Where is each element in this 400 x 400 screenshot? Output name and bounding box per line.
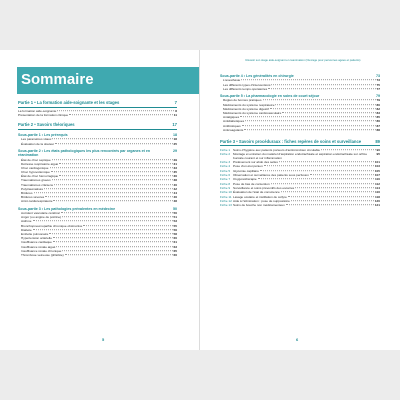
entry-page: 31 <box>173 161 177 166</box>
entry-page: 75 <box>376 82 380 87</box>
sheet-label: Fiche 13 <box>220 203 232 208</box>
entry-page: 88 <box>376 127 380 132</box>
toc-subpart-1: Sous-partie 1 • Les prérequis 18 <box>18 132 177 137</box>
sheet-page: 120 <box>374 198 380 203</box>
toc-entry: La formation aide-soignante 8 <box>18 108 177 113</box>
entry-page: 40 <box>173 182 177 187</box>
left-page <box>0 50 200 350</box>
entry-page: 63 <box>173 244 177 249</box>
dot-leader <box>282 112 375 113</box>
dot-leader <box>45 196 172 197</box>
sheet-title: Pose d'un étui pénien <box>233 164 263 169</box>
dot-leader <box>286 204 374 205</box>
entry-label: Traumatismes crâniens <box>21 182 54 187</box>
sheet-page: 116 <box>375 190 380 195</box>
entry-label: Thrombose veineuse (phlébite) <box>21 252 64 257</box>
entry-label: Règles de bonnes pratiques <box>223 98 262 103</box>
sheet-title: Soins d'hygiène aux patients porteurs d'antimicrobien circulable <box>233 147 320 152</box>
sheet-title: Oxygénothérapie <box>233 177 257 182</box>
dot-leader <box>288 196 374 197</box>
toc-list <box>18 158 177 204</box>
sheet-entry <box>220 152 380 160</box>
sheet-page: 90 <box>376 147 380 152</box>
entry-page: 51 <box>173 215 177 220</box>
toc-list <box>18 211 177 257</box>
entry-label: Antidiabétiques <box>223 119 245 124</box>
dot-leader <box>59 175 172 176</box>
toc-subpart-4: Sous-partie 4 • Les généralités en chirurgie 73 <box>220 74 380 78</box>
page-number: 5 <box>102 337 105 342</box>
entry-label: Antibiotiques <box>223 123 241 128</box>
toc-entry <box>220 87 380 91</box>
entry-page: 33 <box>173 165 177 170</box>
dot-leader <box>291 200 374 201</box>
toc-part-1: Partie 1 • La formation aide-soignante et les stages 7 <box>18 100 177 105</box>
sheet-title: Prélèvement sur abdo des selles <box>233 160 278 165</box>
sheet-label: Fiche 7 <box>220 177 231 182</box>
dot-leader <box>53 201 172 202</box>
dot-leader <box>53 237 173 238</box>
page-number: 6 <box>296 337 299 342</box>
entry-page: 86 <box>376 119 380 124</box>
dot-leader <box>244 129 375 130</box>
entry-label: Angor (ou angine de poitrine) <box>21 215 62 220</box>
entry-page: 65 <box>173 248 177 253</box>
entry-label: Bronchopneumopathie chronique obstructive <box>21 223 83 228</box>
entry-label: Insuffisance rénale aiguë <box>21 244 56 249</box>
sheet-title: Montage et entretien du matériel d'aspiration endotrachéale et aspiration endotrachéale sur orifice buccale courant et sur inflammation <box>233 152 368 161</box>
sheet-title: Aide à l'élimination : pose de suppositoire <box>233 198 290 203</box>
divider <box>18 107 177 108</box>
sheet-page: 110 <box>375 177 380 182</box>
entry-label: Insuffisance cardiaque <box>21 240 52 245</box>
sheet-label: Fiche 1 <box>220 147 231 152</box>
entry-page: 77 <box>376 86 380 91</box>
dot-leader <box>275 104 375 105</box>
toc-right <box>220 74 380 207</box>
dot-leader <box>260 170 374 171</box>
sheet-label: Fiche 8 <box>220 181 231 186</box>
sheet-page: 107 <box>374 173 380 178</box>
sheet-label: Fiche 11 <box>220 194 232 199</box>
toc-left <box>18 100 177 257</box>
entry-label: État de choc hémorragique <box>21 174 59 179</box>
entry-page: 61 <box>173 240 177 245</box>
sheet-title: Glycémie capillaire <box>233 168 259 173</box>
dot-leader <box>240 116 375 117</box>
sheet-label: Fiche 9 <box>220 185 231 190</box>
entry-page: 38 <box>173 178 177 183</box>
sheet-label: Fiche 10 <box>220 190 232 195</box>
dot-leader <box>50 167 173 168</box>
dot-leader <box>263 100 376 101</box>
toc-subpart-2: Sous-partie 2 • Les états pathologiques les plus rencontrés par organes et en réanimation 29 <box>18 148 177 158</box>
dot-leader <box>310 174 374 175</box>
dot-leader <box>268 88 375 89</box>
dot-leader <box>271 84 375 85</box>
entry-page: 50 <box>173 211 177 216</box>
dot-leader <box>241 80 375 81</box>
entry-page: 42 <box>173 186 177 191</box>
entry-page: 60 <box>173 236 177 241</box>
entry-label: L'anesthésie <box>223 78 241 83</box>
entry-page: 83 <box>376 110 380 115</box>
toc-list <box>220 98 380 132</box>
sheet-label: Fiche 12 <box>220 198 232 203</box>
entry-page: 44 <box>173 191 177 196</box>
dot-leader <box>271 183 374 184</box>
dot-leader <box>52 159 173 160</box>
sheet-page: 103 <box>374 164 380 169</box>
toc-entry: Les paramètres vitaux 18 <box>21 137 177 142</box>
dot-leader <box>65 254 173 255</box>
toc-entry <box>18 199 177 203</box>
entry-label: Brûlures sévères <box>21 195 45 200</box>
entry-label: Asthme <box>21 219 32 224</box>
entry-label: Choc hypovolémique <box>21 170 50 175</box>
entry-label: Brûlures <box>21 191 33 196</box>
dot-leader <box>56 246 172 247</box>
toc-entry: Présentation de la formation clinique 11 <box>18 113 177 118</box>
dot-leader <box>270 108 376 109</box>
sheet-entry <box>220 203 380 207</box>
entry-page: 56 <box>173 227 177 232</box>
entry-page: 53 <box>173 219 177 224</box>
sheet-label: Fiche 2 <box>220 152 231 157</box>
entry-page: 85 <box>376 115 380 120</box>
entry-label: Hypertension artérielle <box>21 236 52 241</box>
sheet-label: Fiche 5 <box>220 168 231 173</box>
entry-label: Les différents types d'interventions <box>223 82 271 87</box>
dot-leader <box>54 184 173 185</box>
sheet-page: 112 <box>375 181 380 186</box>
dot-leader <box>52 180 173 181</box>
entry-label: Médicaments du système respiratoire <box>223 102 275 107</box>
dot-leader <box>53 242 173 243</box>
dot-leader <box>245 121 375 122</box>
entry-page: 79 <box>376 98 380 103</box>
entry-page: 35 <box>173 170 177 175</box>
toc-entry <box>220 128 380 132</box>
entry-page: 80 <box>376 102 380 107</box>
entry-label: Médicaments du système digestif <box>223 106 269 111</box>
dot-leader <box>83 225 172 226</box>
right-page <box>200 50 400 350</box>
entry-page: 82 <box>376 106 380 111</box>
sheet-title: Lavage oculaire et instillation de collyre <box>233 194 287 199</box>
entry-page: 55 <box>173 223 177 228</box>
entry-label: Détresse respiratoire aiguë <box>21 161 59 166</box>
dot-leader <box>279 161 374 162</box>
toc-subpart-3: Sous-partie 3 • Les pathologies prévalentes en médecine 50 <box>18 206 177 211</box>
dot-leader <box>44 188 173 189</box>
entry-page: 73 <box>376 78 380 83</box>
page-title: Sommaire <box>21 71 94 88</box>
entry-label: Choc cardiogénique <box>21 165 49 170</box>
entry-label: Traumatismes graves <box>21 178 51 183</box>
dot-leader <box>264 166 374 167</box>
entry-page: 66 <box>173 252 177 257</box>
dot-leader <box>33 221 173 222</box>
entry-label: Anticoagulants <box>223 127 244 132</box>
sheet-label: Fiche 3 <box>220 160 231 165</box>
sheet-title: Observation et surveillance des patients sous perfusion <box>233 173 309 178</box>
dot-leader <box>242 125 376 126</box>
sheet-label: Fiche 4 <box>220 164 231 169</box>
toc-subpart-5: Sous-partie 5 • La pharmacologie en soins de court séjour 79 <box>220 93 380 98</box>
entry-label: Arrêt cardiorespiratoire <box>21 199 53 204</box>
entry-label: Diabète <box>21 227 32 232</box>
entry-page: 46 <box>173 195 177 200</box>
dot-leader <box>34 192 173 193</box>
entry-page: 48 <box>173 199 177 204</box>
entry-page: 58 <box>173 231 177 236</box>
toc-entry: Évaluation de la douleur 25 <box>21 141 177 146</box>
entry-label: Polytraumatisés <box>21 186 44 191</box>
sheet-page: 121 <box>374 203 380 208</box>
sheet-title: Soins de bouche non médicamenteux <box>233 203 285 208</box>
dot-leader <box>62 250 172 251</box>
entry-label: Médicaments du système cardiovasculaire <box>223 110 282 115</box>
entry-label: Embolie pulmonaire <box>21 231 49 236</box>
dot-leader <box>33 229 173 230</box>
dot-leader <box>59 163 172 164</box>
sheet-title: Surveillance et soins préventifs des escarres <box>233 185 295 190</box>
sheet-label: Fiche 6 <box>220 173 231 178</box>
dot-leader <box>49 233 172 234</box>
dot-leader <box>62 216 172 217</box>
entry-label: Les différents temps opératoires <box>223 86 268 91</box>
divider <box>18 129 177 130</box>
sheet-list <box>220 148 380 208</box>
toc-list <box>220 78 380 91</box>
sheet-page: 95 <box>376 152 380 157</box>
sheet-title: Pose de bas de contention <box>233 181 270 186</box>
dot-leader <box>258 179 374 180</box>
sheet-page: 114 <box>375 185 380 190</box>
entry-label: Accident vasculaire cérébral <box>21 211 60 216</box>
dot-leader <box>281 191 374 192</box>
dot-leader <box>51 171 173 172</box>
dot-leader <box>321 149 376 150</box>
entry-label: État de choc septique <box>21 157 51 162</box>
sheet-page: 105 <box>374 168 380 173</box>
toc-entry <box>18 253 177 257</box>
sheet-title: Évaluation de l'état de conscience <box>233 190 280 195</box>
entry-page: 87 <box>376 123 380 128</box>
entry-page: 36 <box>173 174 177 179</box>
entry-page: 29 <box>173 157 177 162</box>
entry-label: Insuffisance rénale chronique <box>21 248 62 253</box>
toc-part-2: Partie 2 • Savoirs théoriques 17 <box>18 122 177 128</box>
entry-label: Antalgiques <box>223 115 240 120</box>
sheet-page: 101 <box>374 160 380 165</box>
running-header: Réussir son stage aide-soignant en réanimation (Ouvrage pour personnes agées et patients) <box>245 58 361 62</box>
dot-leader <box>295 187 374 188</box>
toc-part-3: Partie 3 • Savoirs procéduraux : fiches repères de soins et surveillance 89 <box>220 138 380 144</box>
dot-leader <box>61 212 173 213</box>
sheet-page: 118 <box>375 194 380 199</box>
divider <box>220 145 380 146</box>
